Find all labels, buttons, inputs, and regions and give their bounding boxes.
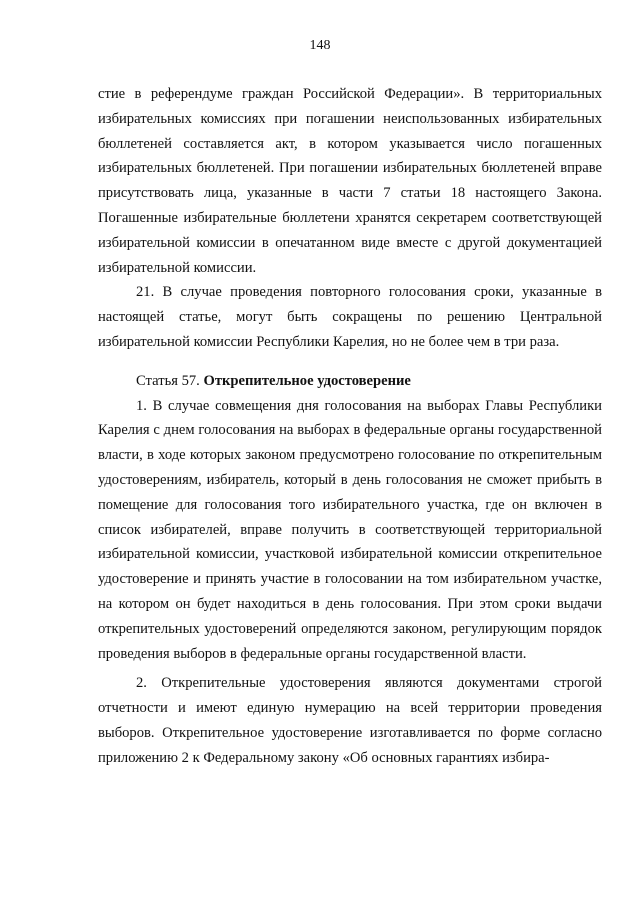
paragraph: 21. В случае проведения повторного голосования сроки, указанные в настоящей статье, могут быть сокращены по решению Центральной избирательной комиссии Республики Карелия, но не более чем в три раза.	[98, 284, 602, 350]
article-prefix: Статья 57.	[136, 372, 204, 389]
paragraph: 1. В случае совмещения дня голосования на выборах Главы Республики Карелия с днем голосования на выборах в федеральные органы государственной власти, в ходе которых законом предусмотрено голосование по открепительным удостоверениям, избиратель, который в день голосования не сможет прибыть в помещение для голосования того избирательного участка, где он включен в список избирателей, вправе получить в соответствующей территориальной избирательной комиссии, участковой избирательной комиссии открепительное удостоверение и принять участие в голосовании на том избирательном участке, на котором он будет находиться в день голосования. При этом сроки выдачи открепительных удостоверений определяются законом, регулирующим порядок проведения выборов в федеральные органы государственной власти.	[98, 397, 602, 662]
article-heading	[98, 369, 602, 394]
paragraph: стие в референдуме граждан Российской Федерации». В территориальных избирательных комиссиях при погашении неиспользованных избирательных бюллетеней составляется акт, в котором указывается число погашенных избирательных бюллетеней. При погашении избирательных бюллетеней вправе присутствовать лица, указанные в части 7 статьи 18 настоящего Закона. Погашенные избирательные бюллетени хранятся секретарем соответствующей избирательной комиссии в опечатанном виде вместе с другой документацией избирательной комиссии.	[98, 86, 602, 276]
paragraph: 2. Открепительные удостоверения являются документами строгой отчетности и имеют единую нумерацию на всей территории проведения выборов. Открепительное удостоверение изготавливается по форме согласно приложению 2 к Федеральному закону «Об основных гарантиях избира-	[98, 675, 602, 766]
page-number: 148	[309, 38, 331, 53]
article-title: Открепительное удостоверение	[203, 372, 411, 389]
document-body	[98, 82, 602, 771]
